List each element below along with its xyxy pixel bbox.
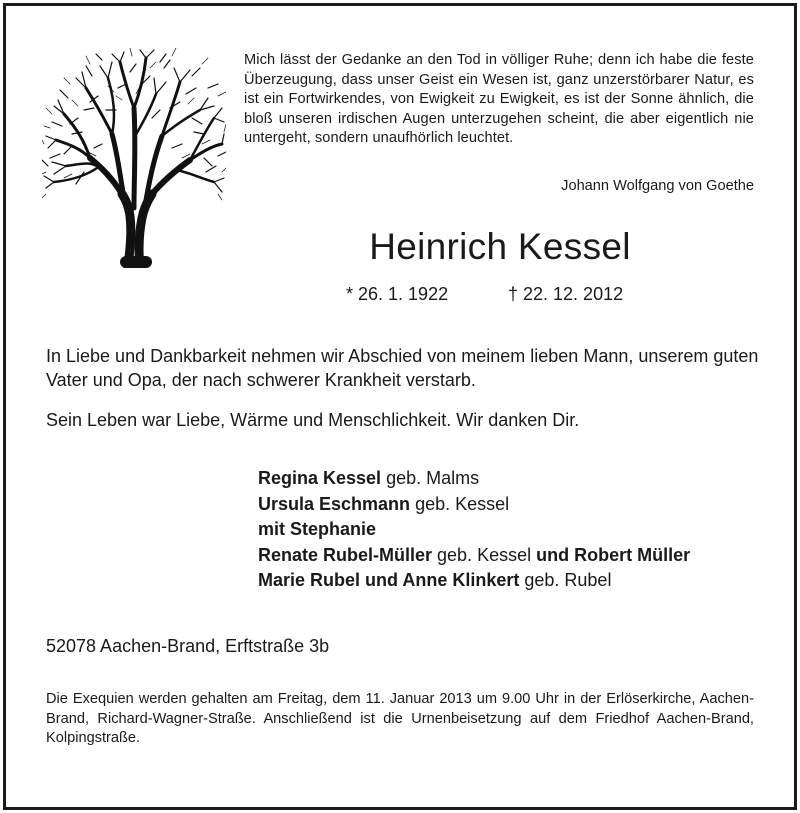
farewell-paragraph: In Liebe und Dankbarkeit nehmen wir Abschied von meinem lieben Mann, unserem guten Vater und Opa, der nach schwerer Krankheit verstarb. (46, 346, 759, 390)
mourner-maiden-name: geb. Kessel (410, 493, 510, 514)
mourner-row (258, 517, 690, 543)
mourner-maiden-name: geb. Malms (381, 468, 480, 488)
funeral-text: Die Exequien werden gehalten am Freitag, dem 11. Januar 2013 um 9.00 Uhr in der Erlöserkirche, Aachen-Brand, Richard-Wagner-Straße. Anschließend ist die Urnenbeisetzung auf dem Friedhof Aachen-Brand, Kolpingstraße. (46, 691, 754, 746)
funeral-notice (46, 690, 754, 749)
mourner-spouse-name: und Robert Müller (536, 544, 691, 565)
mourner-maiden-name: geb. Rubel (519, 570, 612, 590)
mourner-name: Marie Rubel und Anne Klinkert (258, 570, 520, 590)
mourner-name: mit Stephanie (258, 519, 377, 539)
mourner-row (258, 543, 690, 569)
mourners-list (258, 466, 690, 594)
mourner-row (258, 492, 690, 518)
mourner-name: Ursula Eschmann (258, 493, 411, 514)
mourner-maiden-name: geb. Kessel (432, 544, 537, 565)
mourner-row (258, 466, 690, 492)
death-date: † 22. 12. 2012 (508, 284, 624, 304)
family-address: 52078 Aachen-Brand, Erftstraße 3b (46, 636, 330, 656)
quote-author: Johann Wolfgang von Goethe (561, 178, 754, 194)
mourner-name: Renate Rubel-Müller (258, 544, 433, 565)
deceased-name: Heinrich Kessel (369, 226, 631, 267)
mourner-name: Regina Kessel (258, 468, 382, 488)
birth-date: * 26. 1. 1922 (346, 284, 449, 304)
mourner-row (258, 568, 690, 594)
tree-icon (42, 48, 226, 268)
goethe-quote (244, 51, 754, 149)
quote-text: Mich lässt der Gedanke an den Tod in völliger Ruhe; denn ich habe die feste Überzeugung, dass unser Geist ein Wesen ist, ganz unzerstörbarer Natur, es ist ein Fortwirkendes, von Ewigkeit zu Ewigkeit, es ist der Sonne ähnlich, die bloß unseren irdischen Augen unterzugehen scheint, die aber eigentlich nie untergeht, sondern unaufhörlich leuchtet. (244, 52, 754, 146)
tribute-paragraph: Sein Leben war Liebe, Wärme und Menschlichkeit. Wir danken Dir. (46, 410, 580, 430)
